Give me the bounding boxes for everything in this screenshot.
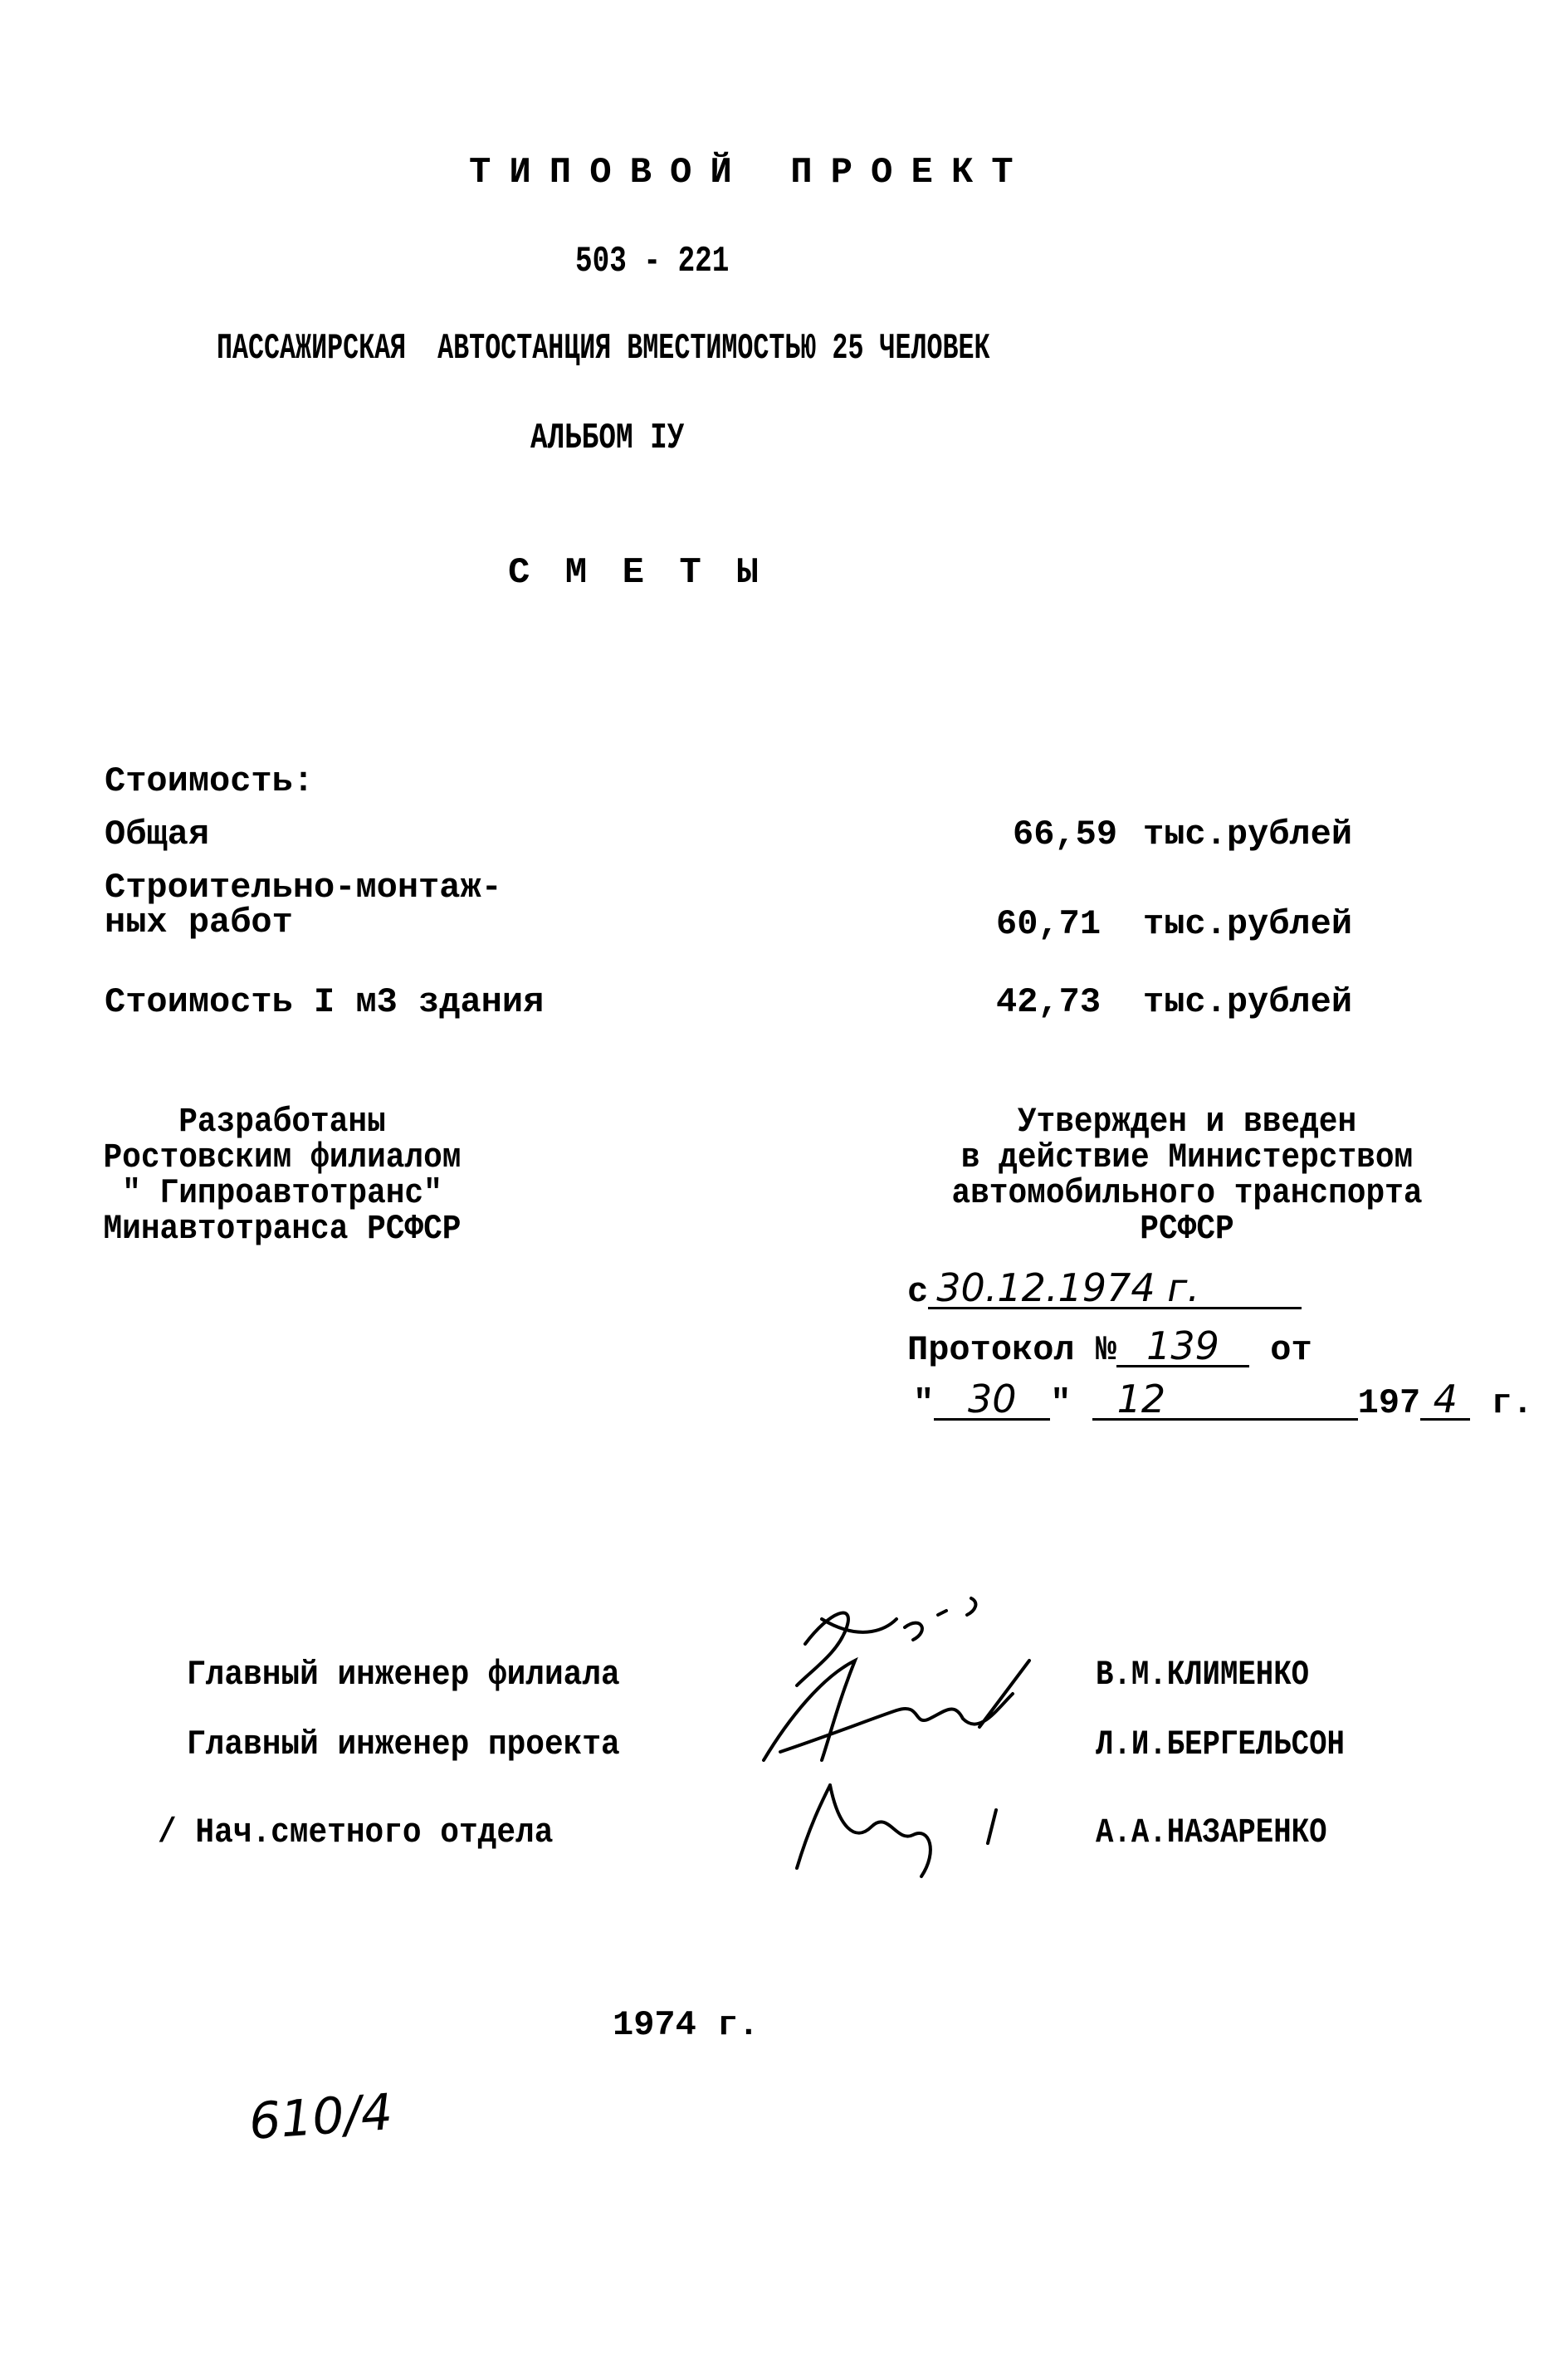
protocol-number: 139 xyxy=(1116,1327,1249,1367)
year-prefix: 197 xyxy=(1357,1383,1421,1423)
from-prefix: с xyxy=(907,1272,929,1312)
cost-value: 66,59 xyxy=(1013,814,1118,854)
protocol-month: 12 xyxy=(1092,1380,1358,1421)
year-digit: 4 xyxy=(1420,1380,1470,1421)
approved-line: автомобильного транспорта xyxy=(951,1173,1423,1213)
protocol-date-line: " 30 " 12 197 4 г. xyxy=(913,1377,1533,1423)
approved-line: РСФСР xyxy=(1140,1209,1234,1249)
protocol-day: 30 xyxy=(934,1380,1050,1421)
cost-unit: тыс.рублей xyxy=(1143,814,1353,854)
protocol-label: Протокол № xyxy=(907,1330,1117,1370)
signature-role: Главный инженер филиала xyxy=(187,1655,620,1695)
signature-role: Главный инженер проекта xyxy=(187,1724,620,1764)
project-number: 503 - 221 xyxy=(575,241,730,282)
cost-unit: тыс.рублей xyxy=(1143,904,1353,944)
signature-role xyxy=(158,1812,554,1852)
approved-line: Утвержден и введен xyxy=(1017,1102,1357,1142)
approved-block xyxy=(911,1104,1463,1247)
effective-date: 30.12.1974 г. xyxy=(928,1269,1302,1309)
role-text: Нач.сметного отдела xyxy=(195,1812,554,1852)
effective-date-line xyxy=(907,1265,1302,1312)
mark: / xyxy=(158,1812,177,1852)
approved-line: в действие Министерством xyxy=(960,1137,1414,1177)
project-subject: ПАССАЖИРСКАЯ АВТОСТАНЦИЯ ВМЕСТИМОСТЬЮ 25 ЧЕЛОВЕК xyxy=(217,328,990,369)
document-year: 1974 г. xyxy=(613,2005,760,2045)
developed-line: Ростовским филиалом xyxy=(103,1137,462,1177)
developed-line: " Гипроавтотранс" xyxy=(122,1173,442,1213)
signatory-name: А.А.НАЗАРЕНКО xyxy=(1096,1812,1327,1852)
album-label: АЛЬБОМ IУ xyxy=(530,418,685,459)
cost-label: Стоимость I м3 здания xyxy=(105,982,545,1022)
doc-type-title: ТИПОВОЙ ПРОЕКТ xyxy=(469,152,1032,193)
cost-label: Строительно-монтаж- ных работ xyxy=(105,868,502,942)
section-title: С М Е Т Ы xyxy=(508,552,765,594)
protocol-line xyxy=(907,1323,1312,1370)
cost-unit: тыс.рублей xyxy=(1143,982,1353,1022)
cost-value: 60,71 xyxy=(996,904,1102,944)
developed-line: Минавтотранса РСФСР xyxy=(103,1209,462,1249)
cost-label: Общая xyxy=(105,814,210,854)
signatory-name: В.М.КЛИМЕНКО xyxy=(1096,1655,1310,1695)
ot-label: от xyxy=(1270,1330,1312,1370)
handwritten-number: 610/4 xyxy=(247,2083,395,2151)
cost-value: 42,73 xyxy=(996,982,1102,1022)
year-suffix: г. xyxy=(1491,1383,1533,1423)
developed-line: Разработаны xyxy=(178,1102,386,1142)
handwritten-signatures xyxy=(730,1594,1096,1893)
cost-heading: Стоимость: xyxy=(105,761,315,801)
signatory-name: Л.И.БЕРГЕЛЬСОН xyxy=(1096,1724,1345,1764)
developed-by-block xyxy=(58,1104,506,1247)
